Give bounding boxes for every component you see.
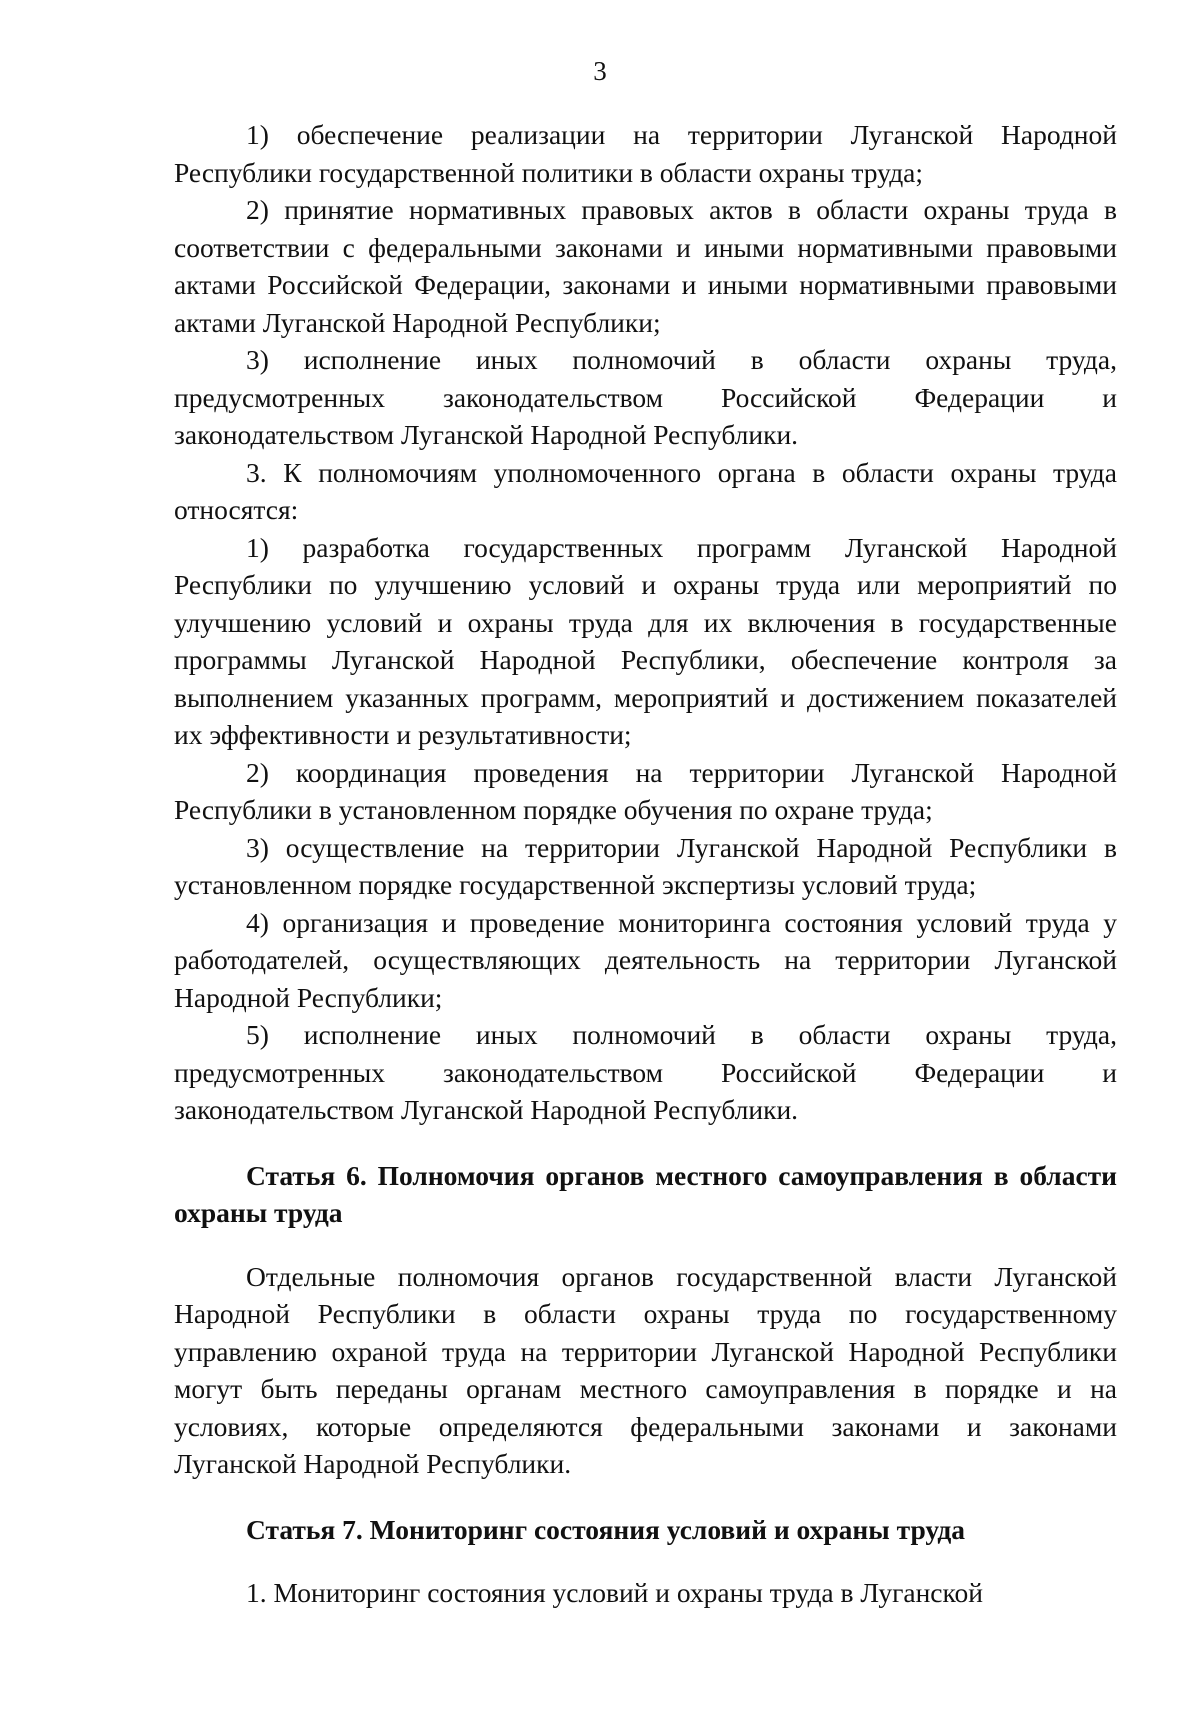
paragraph: 4) организация и проведение мониторинга состояния условий труда у работодателей, осуществляющих деятельность на территории Луганской Народной Республики; — [174, 906, 1117, 1013]
article-7-heading: Статья 7. Мониторинг состояния условий и охраны труда — [246, 1513, 966, 1545]
article-7-text: 1. Мониторинг состояния условий и охраны труда в Луганской — [246, 1577, 983, 1608]
paragraph: 3. К полномочиям уполномоченного органа в области охраны труда относятся: — [174, 456, 1117, 525]
paragraph: 5) исполнение иных полномочий в области охраны труда, предусмотренных законодательством Российской Федерации и законодательством Луганской Народной Республики. — [174, 1019, 1117, 1125]
paragraph: 3) исполнение иных полномочий в области охраны труда, предусмотренных законодательством Российской Федерации и законодательством Луганской Народной Республики. — [174, 344, 1117, 450]
article-6-heading: Статья 6. Полномочия органов местного самоуправления в области охраны труда — [174, 1159, 1117, 1228]
paragraph: 1) обеспечение реализации на территории Луганской Народной Республики государственной политики в области охраны труда; — [174, 119, 1117, 188]
paragraph: 2) принятие нормативных правовых актов в области охраны труда в соответствии с федеральными законами и иными нормативными правовыми актами Российской Федерации, законами и иными нормативными правовыми актами Луганской Народной Республики; — [174, 194, 1117, 338]
paragraph: 1) разработка государственных программ Луганской Народной Республики по улучшению условий и охраны труда или мероприятий по улучшению условий и охраны труда для их включения в государственные программы Луганской Народной Республики, обеспечение контроля за выполнением указанных программ, мероприятий и достижением показателей их эффективности и результативности; — [174, 531, 1117, 750]
paragraph: 2) координация проведения на территории Луганской Народной Республики в установленном порядке обучения по охране труда; — [174, 756, 1117, 825]
article-6-text: Отдельные полномочия органов государственной власти Луганской Народной Республики в области охраны труда по государственному управлению охраной труда на территории Луганской Народной Республики могут быть переданы органам местного самоуправления в порядке и на условиях, которые определяются федеральными законами и законами Луганской Народной Республики. — [174, 1260, 1117, 1479]
page-number: 3 — [593, 56, 607, 86]
document-body — [174, 116, 1117, 1612]
paragraph: 3) осуществление на территории Луганской Народной Республики в установленном порядке государственной экспертизы условий труда; — [174, 831, 1117, 900]
